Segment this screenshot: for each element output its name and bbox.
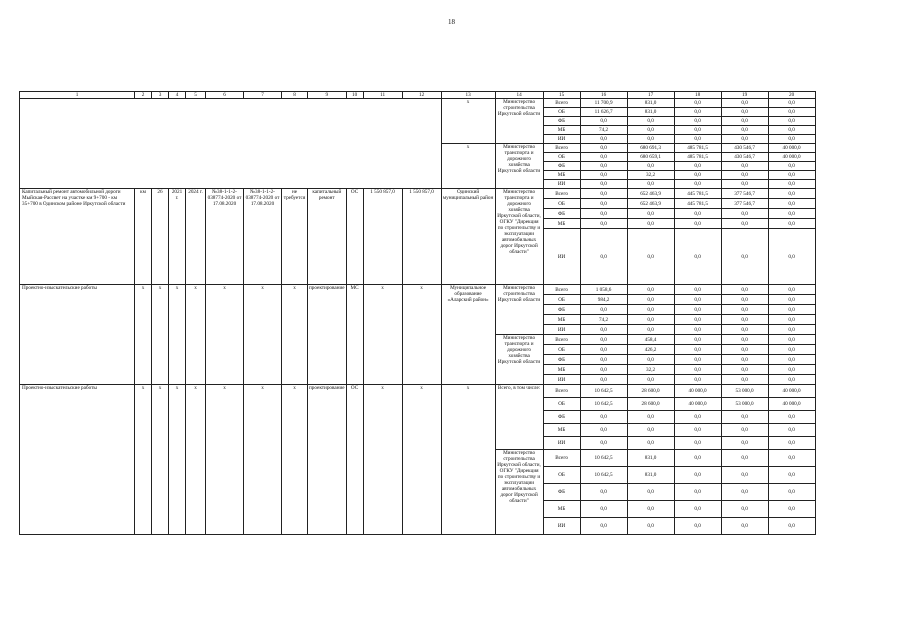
value-cell: 0,0 <box>721 325 768 335</box>
value-cell: 10 642,5 <box>580 398 627 411</box>
value-cell: 0,0 <box>580 437 627 450</box>
value-cell: 11 700,9 <box>580 99 627 108</box>
value-cell: 0,0 <box>627 315 674 325</box>
value-cell: 0,0 <box>580 424 627 437</box>
value-cell: 984,2 <box>580 295 627 305</box>
value-cell: 0,0 <box>580 305 627 315</box>
column-header: 2 <box>135 92 152 99</box>
value-cell: 0,0 <box>674 424 721 437</box>
value-cell: 0,0 <box>627 180 674 189</box>
source-label: МБ <box>543 365 580 375</box>
total-label: Всего, в том числе: <box>495 385 543 450</box>
value-cell: 0,0 <box>580 325 627 335</box>
value-cell: 0,0 <box>721 450 768 467</box>
value-cell: 40 000,0 <box>768 144 815 153</box>
value-cell: 0,0 <box>674 135 721 144</box>
value-cell: 0,0 <box>627 126 674 135</box>
value-cell: 28 600,0 <box>627 398 674 411</box>
value-cell: 0,0 <box>627 484 674 501</box>
value-cell: 32,2 <box>627 365 674 375</box>
source-label: МБ <box>543 219 580 229</box>
ownership: ОС <box>346 385 363 535</box>
value-cell: 0,0 <box>721 375 768 385</box>
object-name: Капитальный ремонт автомобильной дороги Мыйская-Рассвет на участке км 9+700 - км 35+700 в Одинском районе Иркутской области <box>20 189 135 285</box>
value-cell: 445 781,5 <box>674 189 721 199</box>
value-cell: 0,0 <box>627 295 674 305</box>
source-label: ОБ <box>543 153 580 162</box>
value-cell: 0,0 <box>721 305 768 315</box>
value-cell: 0,0 <box>580 153 627 162</box>
x-mark: х <box>441 144 495 189</box>
value-cell: 0,0 <box>721 295 768 305</box>
value-cell: 10 642,5 <box>580 467 627 484</box>
value-cell: 0,0 <box>674 117 721 126</box>
value-cell: 0,0 <box>768 467 815 484</box>
object-attr-c5: 2024 г. <box>186 189 206 285</box>
object-name: Проектно-изыскательские работы <box>20 385 135 535</box>
value-cell: 458,4 <box>627 335 674 345</box>
value-cell: 0,0 <box>768 135 815 144</box>
value-cell: 40 000,0 <box>674 385 721 398</box>
value-cell: 0,0 <box>674 484 721 501</box>
x-mark: х <box>152 385 169 535</box>
value-cell: 0,0 <box>721 135 768 144</box>
table-row <box>20 285 816 295</box>
value-cell: 11 626,7 <box>580 108 627 117</box>
value-cell: 430 546,7 <box>721 153 768 162</box>
value-cell: 0,0 <box>721 285 768 295</box>
object-name: Проектно-изыскательские работы <box>20 285 135 385</box>
value-cell: 0,0 <box>627 518 674 535</box>
column-header: 6 <box>206 92 244 99</box>
value-cell: 0,0 <box>674 365 721 375</box>
value-cell: 0,0 <box>768 171 815 180</box>
column-header: 15 <box>543 92 580 99</box>
value-cell: 0,0 <box>768 229 815 285</box>
value-cell: 430 546,7 <box>721 144 768 153</box>
value-cell: 0,0 <box>721 108 768 117</box>
work-type: проектирование <box>308 385 347 535</box>
value-cell: 0,0 <box>627 209 674 219</box>
source-label: ИИ <box>543 180 580 189</box>
source-label: Всего <box>543 189 580 199</box>
x-mark: х <box>135 285 152 385</box>
value-cell: 0,0 <box>721 484 768 501</box>
source-label: ОБ <box>543 295 580 305</box>
column-header: 17 <box>627 92 674 99</box>
value-cell: 0,0 <box>580 411 627 424</box>
column-header: 19 <box>721 92 768 99</box>
object-attr-c11: 1 550 857,0 <box>363 189 402 285</box>
value-cell: 831,0 <box>627 108 674 117</box>
value-cell: 0,0 <box>674 437 721 450</box>
value-cell: 0,0 <box>627 501 674 518</box>
value-cell: 0,0 <box>768 484 815 501</box>
value-cell: 0,0 <box>721 162 768 171</box>
value-cell: 680 659,1 <box>627 153 674 162</box>
source-label: Всего <box>543 335 580 345</box>
value-cell: 0,0 <box>674 108 721 117</box>
value-cell: 0,0 <box>721 209 768 219</box>
value-cell: 10 642,5 <box>580 385 627 398</box>
column-header: 5 <box>186 92 206 99</box>
source-label: ИИ <box>543 325 580 335</box>
source-label: ФБ <box>543 484 580 501</box>
x-mark: х <box>282 385 308 535</box>
value-cell: 0,0 <box>580 484 627 501</box>
source-label: Всего <box>543 385 580 398</box>
value-cell: 0,0 <box>721 467 768 484</box>
value-cell: 0,0 <box>674 325 721 335</box>
x-mark: х <box>441 99 495 144</box>
value-cell: 28 600,0 <box>627 385 674 398</box>
source-label: ФБ <box>543 355 580 365</box>
value-cell: 680 691,3 <box>627 144 674 153</box>
value-cell: 0,0 <box>580 209 627 219</box>
value-cell: 0,0 <box>768 355 815 365</box>
source-label: ФБ <box>543 305 580 315</box>
value-cell: 0,0 <box>674 501 721 518</box>
value-cell: 0,0 <box>768 345 815 355</box>
value-cell: 0,0 <box>768 199 815 209</box>
column-header: 20 <box>768 92 815 99</box>
value-cell: 0,0 <box>580 180 627 189</box>
column-header: 12 <box>402 92 441 99</box>
source-label: МБ <box>543 315 580 325</box>
value-cell: 74,2 <box>580 126 627 135</box>
object-attr-c6: №38-1-1-2-038774-2020 от 17.08.2020 <box>206 189 244 285</box>
value-cell: 0,0 <box>580 229 627 285</box>
value-cell: 485 781,5 <box>674 153 721 162</box>
value-cell: 0,0 <box>768 219 815 229</box>
value-cell: 0,0 <box>721 229 768 285</box>
source-label: ФБ <box>543 411 580 424</box>
value-cell: 0,0 <box>627 325 674 335</box>
value-cell: 0,0 <box>721 117 768 126</box>
value-cell: 0,0 <box>768 501 815 518</box>
value-cell: 426,2 <box>627 345 674 355</box>
value-cell: 0,0 <box>768 335 815 345</box>
source-label: МБ <box>543 171 580 180</box>
value-cell: 0,0 <box>768 375 815 385</box>
source-label: Всего <box>543 144 580 153</box>
table-row <box>20 99 816 108</box>
value-cell: 0,0 <box>580 171 627 180</box>
value-cell: 53 000,0 <box>721 385 768 398</box>
value-cell: 0,0 <box>627 305 674 315</box>
source-label: МБ <box>543 501 580 518</box>
value-cell: 0,0 <box>768 295 815 305</box>
object-attr-c4: 2021 г. <box>169 189 186 285</box>
object-attr-c13: Одинский муниципальный район <box>441 189 495 285</box>
value-cell: 0,0 <box>721 437 768 450</box>
value-cell: 0,0 <box>674 355 721 365</box>
column-header: 13 <box>441 92 495 99</box>
value-cell: 0,0 <box>674 450 721 467</box>
column-header: 3 <box>152 92 169 99</box>
x-mark: х <box>282 285 308 385</box>
value-cell: 0,0 <box>721 171 768 180</box>
column-header: 8 <box>282 92 308 99</box>
x-mark: х <box>244 285 282 385</box>
value-cell: 0,0 <box>721 335 768 345</box>
x-mark: х <box>363 385 402 535</box>
value-cell: 0,0 <box>674 467 721 484</box>
value-cell: 32,2 <box>627 171 674 180</box>
value-cell: 0,0 <box>721 99 768 108</box>
column-header: 7 <box>244 92 282 99</box>
column-header: 9 <box>308 92 347 99</box>
column-header: 14 <box>495 92 543 99</box>
value-cell: 0,0 <box>674 285 721 295</box>
value-cell: 0,0 <box>580 162 627 171</box>
value-cell: 0,0 <box>627 135 674 144</box>
ministry-name: Министерство транспорта и дорожного хозяйства Иркутской области, ОГКУ "Дирекция по строительству и эксплуатации автомобильных дорог Иркутской области" <box>495 189 543 285</box>
ministry-name: Министерство транспорта и дорожного хозяйства Иркутской области <box>495 335 543 385</box>
source-label: Всего <box>543 450 580 467</box>
source-label: ОБ <box>543 199 580 209</box>
value-cell: 0,0 <box>674 180 721 189</box>
value-cell: 10 642,5 <box>580 450 627 467</box>
value-cell: 0,0 <box>768 424 815 437</box>
value-cell: 0,0 <box>580 345 627 355</box>
value-cell: 0,0 <box>674 209 721 219</box>
value-cell: 0,0 <box>721 180 768 189</box>
value-cell: 0,0 <box>768 411 815 424</box>
value-cell: 40 000,0 <box>674 398 721 411</box>
value-cell: 0,0 <box>674 335 721 345</box>
value-cell: 485 781,5 <box>674 144 721 153</box>
column-header: 11 <box>363 92 402 99</box>
value-cell: 0,0 <box>721 345 768 355</box>
value-cell: 40 000,0 <box>768 153 815 162</box>
object-attr-c9: капитальный ремонт <box>308 189 347 285</box>
value-cell: 652 463,9 <box>627 189 674 199</box>
value-cell: 0,0 <box>721 365 768 375</box>
source-label: Всего <box>543 99 580 108</box>
x-mark: х <box>363 285 402 385</box>
object-attr-c7: №38-1-1-2-038774-2020 от 17.08.2020 <box>244 189 282 285</box>
value-cell: 0,0 <box>674 219 721 229</box>
ownership: МС <box>346 285 363 385</box>
value-cell: 0,0 <box>580 144 627 153</box>
empty-area <box>20 99 442 189</box>
x-mark: х <box>206 385 244 535</box>
object-attr-c2: км <box>135 189 152 285</box>
value-cell: 0,0 <box>768 285 815 295</box>
value-cell: 0,0 <box>580 501 627 518</box>
value-cell: 0,0 <box>674 295 721 305</box>
source-label: ИИ <box>543 437 580 450</box>
source-label: ФБ <box>543 117 580 126</box>
source-label: ОБ <box>543 345 580 355</box>
value-cell: 0,0 <box>674 375 721 385</box>
value-cell: 0,0 <box>580 117 627 126</box>
x-mark: х <box>402 285 441 385</box>
value-cell: 0,0 <box>768 518 815 535</box>
value-cell: 0,0 <box>768 180 815 189</box>
value-cell: 0,0 <box>768 325 815 335</box>
value-cell: 40 000,0 <box>768 385 815 398</box>
value-cell: 0,0 <box>627 285 674 295</box>
value-cell: 0,0 <box>721 219 768 229</box>
value-cell: 0,0 <box>768 99 815 108</box>
value-cell: 0,0 <box>674 518 721 535</box>
value-cell: 0,0 <box>627 411 674 424</box>
value-cell: 0,0 <box>627 437 674 450</box>
value-cell: 0,0 <box>768 162 815 171</box>
source-label: ОБ <box>543 108 580 117</box>
value-cell: 0,0 <box>580 189 627 199</box>
value-cell: 0,0 <box>674 229 721 285</box>
value-cell: 0,0 <box>627 229 674 285</box>
value-cell: 0,0 <box>627 219 674 229</box>
value-cell: 0,0 <box>580 518 627 535</box>
source-label: ОБ <box>543 398 580 411</box>
value-cell: 0,0 <box>580 219 627 229</box>
ministry-name: Министерство строительства Иркутской области <box>495 99 543 144</box>
value-cell: 1 058,6 <box>580 285 627 295</box>
municipality: Муниципальное образование «Аларский район» <box>441 285 495 385</box>
object-attr-c3: 26 <box>152 189 169 285</box>
value-cell: 0,0 <box>580 135 627 144</box>
value-cell: 0,0 <box>674 171 721 180</box>
value-cell: 0,0 <box>580 199 627 209</box>
table-row <box>20 189 816 199</box>
value-cell: 0,0 <box>627 355 674 365</box>
source-label: ИИ <box>543 229 580 285</box>
x-mark: х <box>169 285 186 385</box>
page-number: 18 <box>448 18 455 26</box>
column-header: 4 <box>169 92 186 99</box>
value-cell: 0,0 <box>674 411 721 424</box>
value-cell: 0,0 <box>768 189 815 199</box>
value-cell: 0,0 <box>768 315 815 325</box>
value-cell: 0,0 <box>674 99 721 108</box>
value-cell: 0,0 <box>627 375 674 385</box>
value-cell: 0,0 <box>768 437 815 450</box>
object-attr-c10: ОС <box>346 189 363 285</box>
x-mark: х <box>186 285 206 385</box>
x-mark: х <box>186 385 206 535</box>
x-mark: х <box>152 285 169 385</box>
value-cell: 0,0 <box>627 424 674 437</box>
value-cell: 831,0 <box>627 450 674 467</box>
column-header: 10 <box>346 92 363 99</box>
value-cell: 445 781,5 <box>674 199 721 209</box>
value-cell: 0,0 <box>721 518 768 535</box>
value-cell: 74,2 <box>580 315 627 325</box>
ministry-name: Министерство строительства Иркутской области, ОГКУ "Дирекция по строительству и эксплуатации автомобильных дорог Иркутской области" <box>495 450 543 535</box>
value-cell: 0,0 <box>768 117 815 126</box>
source-label: ИИ <box>543 135 580 144</box>
source-label: ФБ <box>543 209 580 219</box>
table-row <box>20 92 816 99</box>
source-label: Всего <box>543 285 580 295</box>
value-cell: 0,0 <box>768 209 815 219</box>
value-cell: 0,0 <box>721 355 768 365</box>
x-mark: х <box>441 385 495 535</box>
x-mark: х <box>206 285 244 385</box>
column-header: 16 <box>580 92 627 99</box>
column-header: 18 <box>674 92 721 99</box>
value-cell: 0,0 <box>580 355 627 365</box>
budget-table <box>19 91 816 535</box>
value-cell: 0,0 <box>768 450 815 467</box>
value-cell: 831,0 <box>627 467 674 484</box>
source-label: ИИ <box>543 518 580 535</box>
table-body <box>20 92 816 535</box>
value-cell: 0,0 <box>674 305 721 315</box>
value-cell: 0,0 <box>674 126 721 135</box>
x-mark: х <box>244 385 282 535</box>
value-cell: 0,0 <box>721 411 768 424</box>
value-cell: 0,0 <box>721 501 768 518</box>
value-cell: 0,0 <box>721 126 768 135</box>
value-cell: 377 546,7 <box>721 189 768 199</box>
column-header: 1 <box>20 92 135 99</box>
value-cell: 0,0 <box>627 162 674 171</box>
source-label: ОБ <box>543 467 580 484</box>
source-label: МБ <box>543 126 580 135</box>
value-cell: 652 463,9 <box>627 199 674 209</box>
object-attr-c12: 1 550 857,0 <box>402 189 441 285</box>
table-row <box>20 385 816 398</box>
source-label: ИИ <box>543 375 580 385</box>
value-cell: 40 000,0 <box>768 398 815 411</box>
value-cell: 0,0 <box>721 424 768 437</box>
x-mark: х <box>135 385 152 535</box>
value-cell: 0,0 <box>674 345 721 355</box>
ministry-name: Министерство строительства Иркутской области <box>495 285 543 335</box>
value-cell: 377 546,7 <box>721 199 768 209</box>
source-label: ФБ <box>543 162 580 171</box>
value-cell: 0,0 <box>768 305 815 315</box>
value-cell: 0,0 <box>580 365 627 375</box>
value-cell: 53 000,0 <box>721 398 768 411</box>
value-cell: 0,0 <box>674 315 721 325</box>
value-cell: 0,0 <box>768 108 815 117</box>
value-cell: 831,0 <box>627 99 674 108</box>
value-cell: 0,0 <box>768 126 815 135</box>
ministry-name: Министерство транспорта и дорожного хозяйства Иркутской области <box>495 144 543 189</box>
value-cell: 0,0 <box>768 365 815 375</box>
value-cell: 0,0 <box>721 315 768 325</box>
value-cell: 0,0 <box>674 162 721 171</box>
value-cell: 0,0 <box>580 335 627 345</box>
x-mark: х <box>169 385 186 535</box>
source-label: МБ <box>543 424 580 437</box>
work-type: проектирование <box>308 285 347 385</box>
value-cell: 0,0 <box>627 117 674 126</box>
object-attr-c8: не требуется <box>282 189 308 285</box>
x-mark: х <box>402 385 441 535</box>
value-cell: 0,0 <box>580 375 627 385</box>
